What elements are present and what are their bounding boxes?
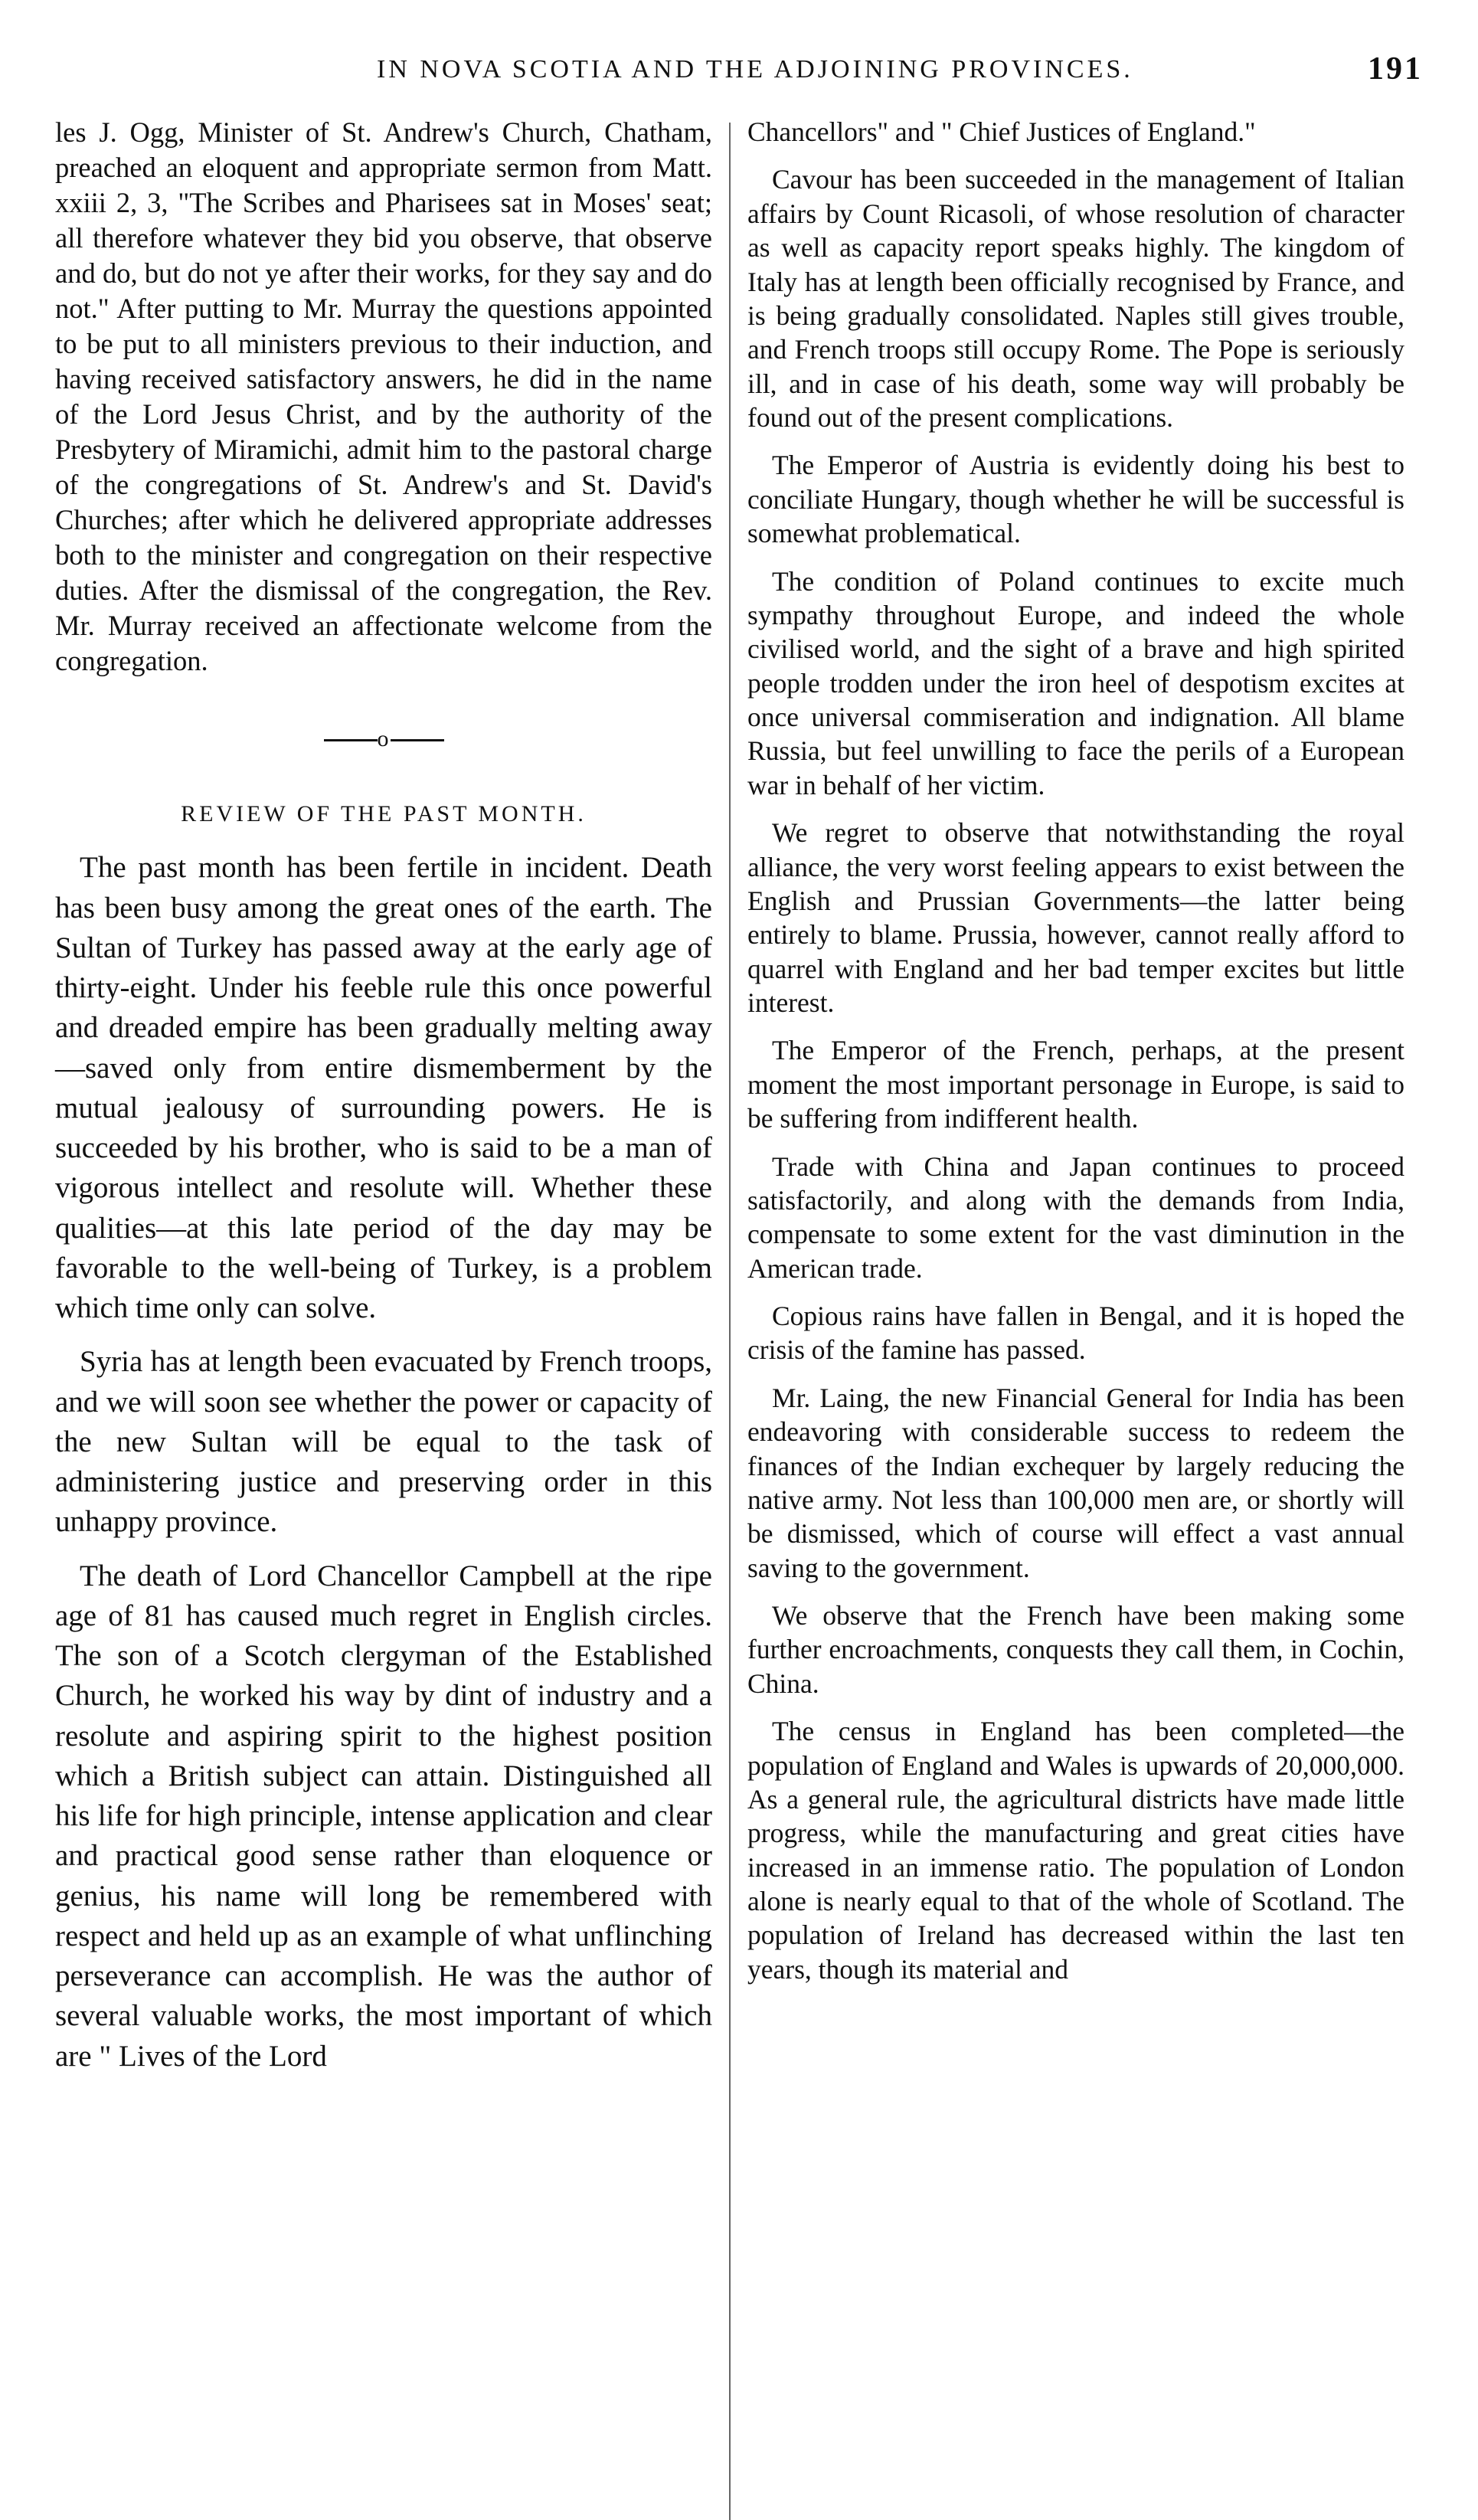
paragraph: We regret to observe that notwithstanding the royal alliance, the very worst feeling appears to exist between the English and Prussian Governments—the latter being entirely to blame. Prussia, however, cannot really afford to quarrel with England and her bad temper excites but little interest. xyxy=(747,817,1404,1018)
divider-ornament: o xyxy=(377,725,391,751)
paragraph: Copious rains have fallen in Bengal, and it is hoped the crisis of the famine has passed. xyxy=(747,1301,1404,1366)
paragraph: Chancellors" and " Chief Justices of England." xyxy=(747,116,1256,147)
paragraph: Cavour has been succeeded in the management of Italian affairs by Count Ricasoli, of whose resolution of character as well as capacity report speaks highly. The kingdom of Italy has at length been officially recognised by France, and is being gradually consolidated. Naples still gives trouble, and French troops still occupy Rome. The Pope is seriously ill, and in case of his death, some way will probably be found out of the present complications. xyxy=(747,164,1404,433)
paragraph: The past month has been fertile in incident. Death has been busy among the great ones of the earth. The Sultan of Turkey has passed away at the early age of thirty-eight. Under his feeble rule this once powerful and dreaded empire has been gradually melting away—saved only from entire dismemberment by the mutual jealousy of surrounding powers. He is succeeded by his brother, who is said to be a man of vigorous intellect and resolute will. Whether these qualities—at this late period of the day may be favorable to the well-being of Turkey, is a problem which time only can solve. xyxy=(55,851,712,1325)
paragraph: We observe that the French have been making some further encroachments, conquests they call them, in Cochin, China. xyxy=(747,1600,1404,1699)
paragraph: The Emperor of the French, perhaps, at the present moment the most important personage in Europe, is said to be suffering from indifferent health. xyxy=(747,1035,1404,1134)
paragraph: The census in England has been completed—the population of England and Wales is upwards of 20,000,000. As a general rule, the agricultural districts have made little progress, while the manufacturing and great cities have increased in an immense ratio. The population of London alone is nearly equal to that of the whole of Scotland. The population of Ireland has decreased within the last ten years, though its material and xyxy=(747,1716,1404,1985)
page-number: 191 xyxy=(1368,51,1423,87)
two-column-body xyxy=(55,115,1423,2520)
paragraph: Syria has at length been evacuated by French troops, and we will soon see whether the power or capacity of the new Sultan will be equal to the task of administering justice and preserving order in this unhappy province. xyxy=(55,1345,712,1539)
paragraph: The death of Lord Chancellor Campbell at the ripe age of 81 has caused much regret in English circles. The son of a Scotch clergyman of the Established Church, he worked his way by dint of industry and a resolute and aspiring spirit to the highest position which a British subject can attain. Distinguished all his life for high principle, intense application and clear and practical good sense rather than eloquence or genius, his name will long be remembered with respect and held up as an example of what unflinching perseverance can accomplish. He was the author of several valuable works, the most important of which are " Lives of the Lord xyxy=(55,1559,712,2073)
section-heading: REVIEW OF THE PAST MONTH. xyxy=(181,800,587,826)
section-divider xyxy=(55,725,712,754)
paragraph: The condition of Poland continues to excite much sympathy throughout Europe, and indeed the whole civilised world, and the sight of a brave and high spirited people trodden under the iron heel of despotism excites at once universal commiseration and indignation. All blame Russia, but feel unwilling to face the perils of a European war in behalf of her victim. xyxy=(747,565,1404,800)
running-title: IN NOVA SCOTIA AND THE ADJOINING PROVINCES. xyxy=(377,55,1133,83)
paragraph: Mr. Laing, the new Financial General for India has been endeavoring with considerable success to redeem the finances of the Indian exchequer by largely reducing the native army. Not less than 100,000 men are, or shortly will be dismissed, which of course will effect a vast annual saving to the government. xyxy=(747,1382,1404,1583)
running-head xyxy=(55,46,1423,100)
column-rule xyxy=(729,123,731,2520)
left-column xyxy=(55,115,729,2520)
divider-rule-right xyxy=(391,739,444,741)
paragraph: Trade with China and Japan continues to proceed satisfactorily, and along with the demands from India, compensate to some extent for the vast diminution in the American trade. xyxy=(747,1150,1404,1284)
review-section xyxy=(55,848,712,2077)
right-column xyxy=(731,115,1404,2520)
opening-paragraph: les J. Ogg, Minister of St. Andrew's Church, Chatham, preached an eloquent and appropriate sermon from Matt. xxiii 2, 3, "The Scribes and Pharisees sat in Moses' seat; all therefore whatever they bid you observe, that observe and do, but do not ye after their works, for they say and do not." After putting to Mr. Murray the questions appointed to be put to all ministers previous to their induction, and having received satisfactory answers, he did in the name of the Lord Jesus Christ, and by the authority of the Presbytery of Miramichi, admit him to the pastoral charge of the congregations of St. Andrew's and St. David's Churches; after which he delivered appropriate addresses both to the minister and congregation on their respective duties. After the dismissal of the congregation, the Rev. Mr. Murray received an affectionate welcome from the congregation. xyxy=(55,116,712,676)
divider-rule-left xyxy=(324,739,378,741)
paragraph: The Emperor of Austria is evidently doing his best to conciliate Hungary, though whether he will be successful is somewhat problematical. xyxy=(747,450,1404,549)
